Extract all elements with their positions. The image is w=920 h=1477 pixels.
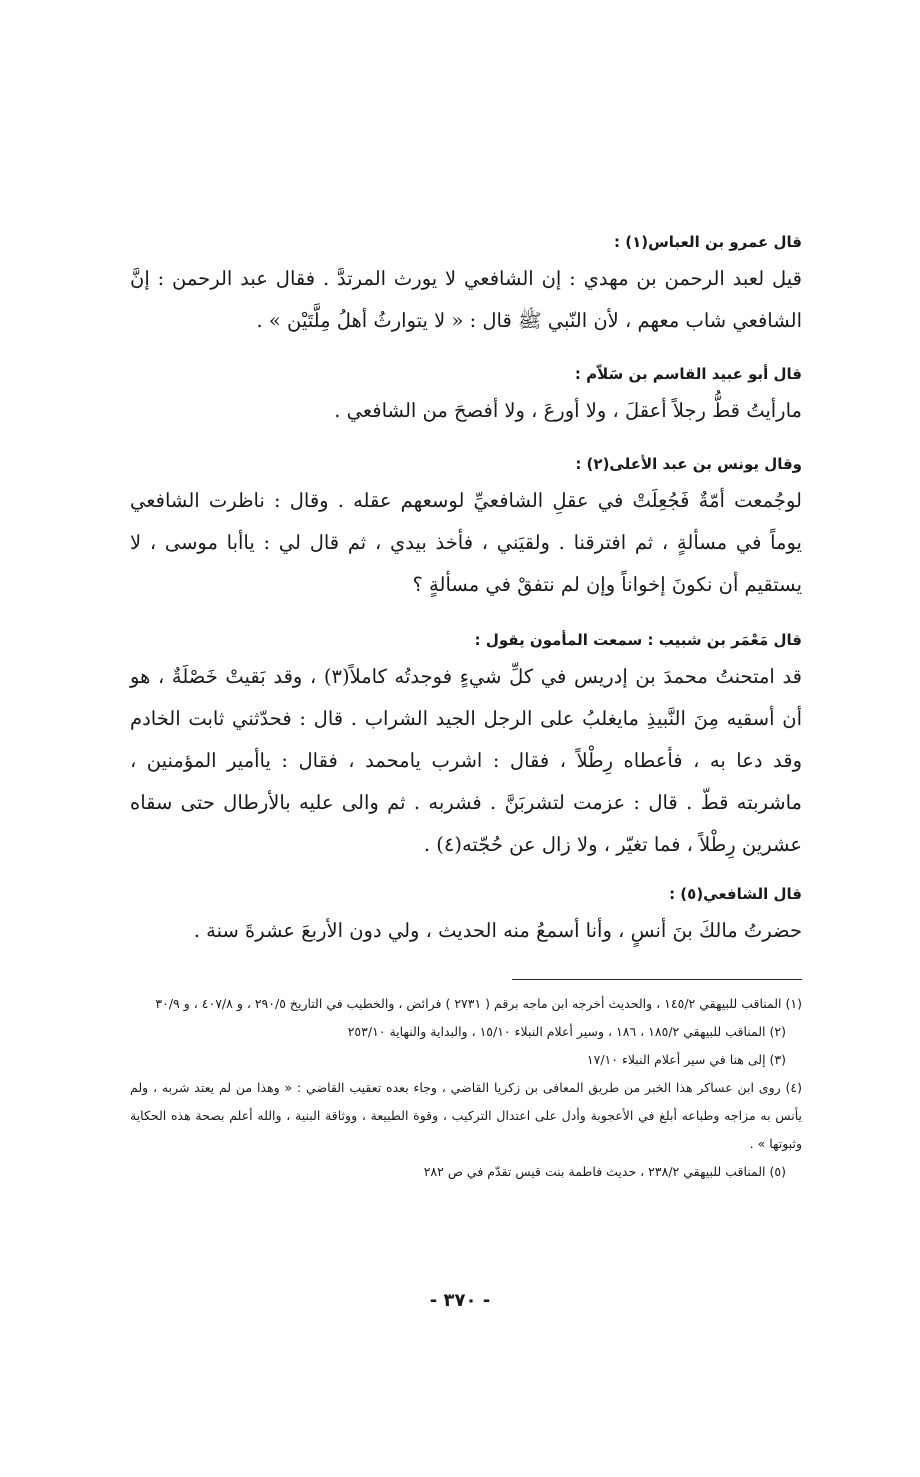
section-text: لوجُمعت أمّةٌ فَجُعِلَتْ في عقلِ الشافعيِّ لوسعهم عقله . وقال : ناظرت الشافعي يوماً في مسألةٍ ، ثم افترقنا . ولقيَني ، فأخذ بيدي ، ثم قال لي : ياأبا موسى ، لا يستقيم أن نكونَ إخواناً وإن لم نتفقْ في مسألةٍ ؟ xyxy=(130,489,802,596)
section-text: قد امتحنتُ محمدَ بن إدريس في كلِّ شيءٍ فوجدتُه كاملاً(٣) ، وقد بَقيتْ خَصْلَةٌ ، هو أن أسقيه مِنَ النَّبيذِ مايغلبُ على الرجل الجيد الشراب . قال : فحدّثني ثابت الخادم وقد دعا به ، فأعطاه رِطْلاً ، فقال : اشرب يامحمد ، فقال : ياأمير المؤمنين ، ماشربته قطّ . قال : عزمت لتشربَنَّ . فشربه . ثم والى عليه بالأرطال حتى سقاه عشرين رِطْلاً ، فما تغيّر ، ولا زال عن حُجّته(٤) . xyxy=(130,665,802,856)
footnote-1: (١) المناقب للبيهقي ١٤٥/٢ ، والحديث أخرجه ابن ماجه برقم ( ٢٧٣١ ) فرائض ، والخطيب في التاريخ ٢٩٠/٥ ، و ٤٠٧/٨ ، و ٣٠/٩ xyxy=(155,996,802,1011)
footnote-divider xyxy=(512,979,802,980)
footnote-3: (٣) إلى هنا في سير أعلام النبلاء ١٧/١٠ xyxy=(586,1052,786,1067)
section-abu-ubayd xyxy=(130,364,802,432)
section-amr-ibn-al-abbas xyxy=(130,232,802,342)
section-al-shafii xyxy=(130,884,802,952)
footnotes xyxy=(130,990,802,1186)
section-yunus-ibn-abd-al-ala xyxy=(130,454,802,606)
footnote-5: (٥) المناقب للبيهقي ٢٣٨/٢ ، حديث فاطمة بنت قيس تقدّم في ص ٢٨٢ xyxy=(423,1164,786,1179)
section-heading: قال الشافعي(٥) : xyxy=(669,885,802,903)
footnote-2: (٢) المناقب للبيهقي ١٨٥/٢ ، ١٨٦ ، وسير أعلام النبلاء ١٥/١٠ ، والبداية والنهاية ٢٥٣/١٠ xyxy=(347,1024,786,1039)
section-heading: وقال يونس بن عبد الأعلى(٢) : xyxy=(575,455,802,473)
page-number: - ٣٧٠ - xyxy=(429,1290,491,1311)
footnote-4: (٤) روى ابن عساكر هذا الخبر من طريق المعافى بن زكريا القاضي ، وجاء بعده تعقيب القاضي : « وهذا من لم يعتد شربه ، ولم يأنس به مزاجه وطباعه أبلغ في الأعجوبة وأدل على اعتدال التركيب ، وقوة الطبيعة ، ووثاقة البنية ، والله أعلم بصحة هذه الحكاية وثبوتها » . xyxy=(130,1080,802,1151)
section-text: مارأيتُ قطُّ رجلاً أعقلَ ، ولا أورعَ ، ولا أفصحَ من الشافعي . xyxy=(334,399,802,422)
section-heading: قال أبو عبيد القاسم بن سَلاّم : xyxy=(574,365,802,383)
section-heading: قال مَعْمَر بن شبيب : سمعت المأمون يقول : xyxy=(474,631,802,649)
section-text: حضرتُ مالكَ بنَ أنسٍ ، وأنا أسمعُ منه الحديث ، ولي دون الأربعَ عشرةَ سنة . xyxy=(193,919,802,942)
section-heading: قال عمرو بن العباس(١) : xyxy=(613,233,802,251)
section-text: قيل لعبد الرحمن بن مهدي : إن الشافعي لا يورث المرتدَّ . فقال عبد الرحمن : إنَّ الشافعي شاب معهم ، لأن النّبي ﷺ قال : « لا يتوارثُ أهلُ مِلَّتَيْن » . xyxy=(130,267,802,332)
section-mamar-ibn-shabib xyxy=(130,630,802,866)
